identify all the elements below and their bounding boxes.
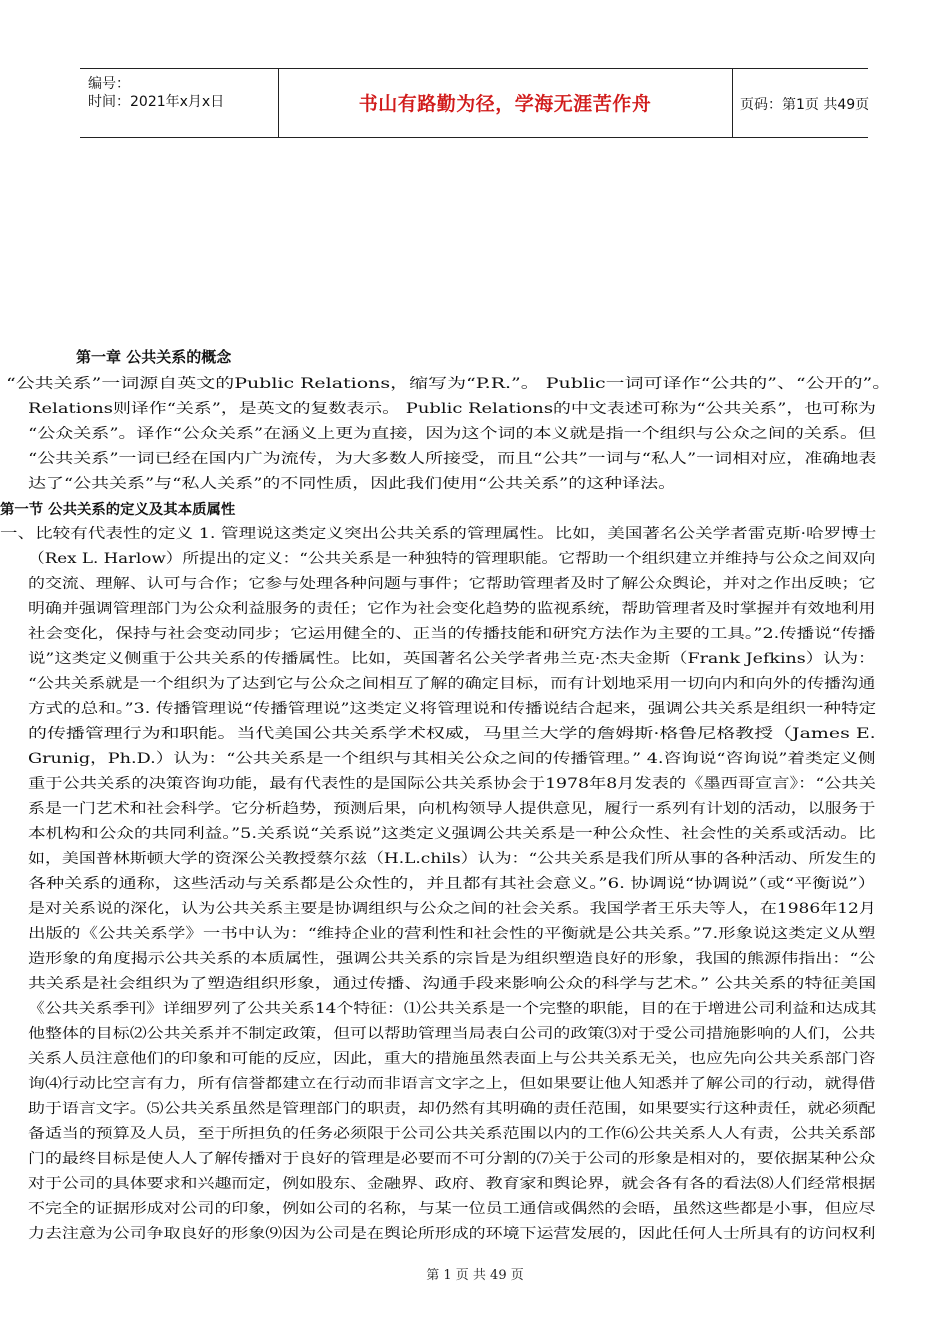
body-line: 助于语言文字。⑸公共关系虽然是管理部门的职责，却仍然有其明确的责任范围，如果要实行这种责任，就必须配	[28, 1101, 876, 1117]
body-line: 出版的《公共关系学》一书中认为：“维持企业的营利性和社会性的平衡就是公共关系。”7.形象说这类定义从塑	[28, 926, 876, 942]
body-line: 的传播管理行为和职能。当代美国公共关系学术权威，马里兰大学的詹姆斯·格鲁尼格教授（James E.	[28, 726, 876, 742]
body-line: 各种关系的通称，这些活动与关系都是公众性的，并且都有其社会意义。”6. 协调说“协调说”（或“平衡说”）	[28, 876, 876, 892]
header-motto-cell	[278, 69, 733, 137]
body-line: 力去注意为公司争取良好的形象⑼因为公司是在舆论所形成的环境下运营发展的，因此任何人士所具有的访问权利	[28, 1226, 876, 1242]
body-line: “公众关系”。译作“公众关系”在涵义上更为直接，因为这个词的本义就是指一个组织与公众之间的关系。但	[28, 426, 877, 442]
body-line: “公共关系”一词源自英文的Public Relations，缩写为“P.R.”。 Public一词可译作“公共的”、“公开的”。	[6, 376, 892, 392]
body-line: 关系人员注意他们的印象和可能的反应，因此，重大的措施虽然表面上与公共关系无关，也应先向公共关系部门咨	[28, 1051, 876, 1067]
body-line: 不完全的证据形成对公司的印象，例如公司的名称，与某一位员工通信或偶然的会晤，虽然这些都是小事，但应尽	[28, 1201, 876, 1217]
body-line: 备适当的预算及人员，至于所担负的任务必须限于公司公共关系范围以内的工作⑹公共关系人人有责，公共关系部	[28, 1126, 876, 1142]
header-motto: 书山有路勤为径，学海无涯苦作舟	[358, 93, 652, 115]
document-header	[80, 68, 868, 138]
section-title: 第一节 公共关系的定义及其本质属性	[0, 501, 236, 518]
body-line: 方式的总和。”3. 传播管理说“传播管理说”这类定义将管理说和传播说结合起来，强调公共关系是组织一种特定	[28, 701, 877, 717]
document-number-label: 编号：	[88, 76, 130, 92]
body-line: “公共关系”一词已经在国内广为流传，为大多数人所接受，而且“公共”一词与“私人”一词相对应，准确地表	[28, 451, 877, 467]
body-line: 共关系是社会组织为了塑造组织形象，通过传播、沟通手段来影响公众的科学与艺术。” 公共关系的特征美国	[28, 976, 877, 992]
header-page-cell	[732, 69, 868, 137]
body-line: 询⑷行动比空言有力，所有信誉都建立在行动而非语言文字之上，但如果要让他人知悉并了解公司的行动，就得借	[28, 1076, 876, 1092]
body-line: 说”这类定义侧重于公共关系的传播属性。比如，英国著名公关学者弗兰克·杰夫金斯（Frank Jefkins）认为：	[28, 651, 876, 667]
body-line: 一、比较有代表性的定义 1. 管理说这类定义突出公共关系的管理属性。比如，美国著名公关学者雷克斯·哈罗博士	[0, 526, 877, 542]
body-line: 本机构和公众的共同利益。”5.关系说“关系说”这类定义强调公共关系是一种公众性、社会性的关系或活动。比	[28, 826, 876, 842]
body-line: 系是一门艺术和社会科学。它分析趋势，预测后果，向机构领导人提供意见，履行一系列有计划的活动，以服务于	[28, 801, 876, 817]
body-line: 社会变化，保持与社会变动同步；它运用健全的、正当的传播技能和研究方法作为主要的工具。”2.传播说“传播	[28, 626, 876, 642]
header-page-label: 页码：第1页 共49页	[740, 97, 870, 113]
body-line: （Rex L. Harlow）所提出的定义：“公共关系是一种独特的管理职能。它帮助一个组织建立并维持与公众之间双向	[28, 551, 876, 567]
body-line: Relations则译作“关系”，是英文的复数表示。 Public Relations的中文表述可称为“公共关系”，也可称为	[28, 401, 876, 417]
document-date-label: 时间：2021年x月x日	[88, 94, 225, 110]
body-line: 造形象的角度揭示公共关系的本质属性，强调公共关系的宗旨是为组织塑造良好的形象，我国的熊源伟指出：“公	[28, 951, 876, 967]
body-line: 重于公共关系的决策咨询功能，最有代表性的是国际公共关系协会于1978年8月发表的《墨西哥宣言》：“公共关	[28, 776, 876, 792]
body-line: 如，美国普林斯顿大学的资深公关教授蔡尔兹（H.L.chils）认为：“公共关系是我们所从事的各种活动、所发生的	[28, 851, 877, 867]
chapter-title: 第一章 公共关系的概念	[76, 348, 232, 366]
header-meta-cell	[80, 69, 279, 137]
body-line: 他整体的目标⑵公共关系并不制定政策，但可以帮助管理当局表白公司的政策⑶对于受公司措施影响的人们，公共	[28, 1026, 876, 1042]
body-line: Grunig，Ph.D.）认为：“公共关系是一个组织与其相关公众之间的传播管理。” 4.咨询说“咨询说”着类定义侧	[28, 751, 876, 767]
body-line: 《公共关系季刊》详细罗列了公共关系14个特征：⑴公共关系是一个完整的职能，目的在于增进公司利益和达成其	[28, 1001, 877, 1017]
body-line: “公共关系就是一个组织为了达到它与公众之间相互了解的确定目标，而有计划地采用一切向内和向外的传播沟通	[28, 676, 876, 692]
page-footer: 第 1 页 共 49 页	[426, 1268, 524, 1283]
body-line: 门的最终目标是使人人了解传播对于良好的管理是必要而不可分割的⑺关于公司的形象是相对的，要依据某种公众	[28, 1151, 876, 1167]
body-line: 明确并强调管理部门为公众利益服务的责任；它作为社会变化趋势的监视系统，帮助管理者及时掌握并有效地利用	[28, 601, 876, 617]
body-line: 是对关系说的深化，认为公共关系主要是协调组织与公众之间的社会关系。我国学者王乐夫等人，在1986年12月	[28, 901, 876, 917]
body-line: 对于公司的具体要求和兴趣而定，例如股东、金融界、政府、教育家和舆论界，就会各有各的看法⑻人们经常根据	[28, 1176, 876, 1192]
body-line: 达了“公共关系”与“私人关系”的不同性质，因此我们使用“公共关系”的这种译法。	[28, 476, 677, 492]
body-line: 的交流、理解、认可与合作；它参与处理各种问题与事件；它帮助管理者及时了解公众舆论，并对之作出反映；它	[28, 576, 876, 592]
